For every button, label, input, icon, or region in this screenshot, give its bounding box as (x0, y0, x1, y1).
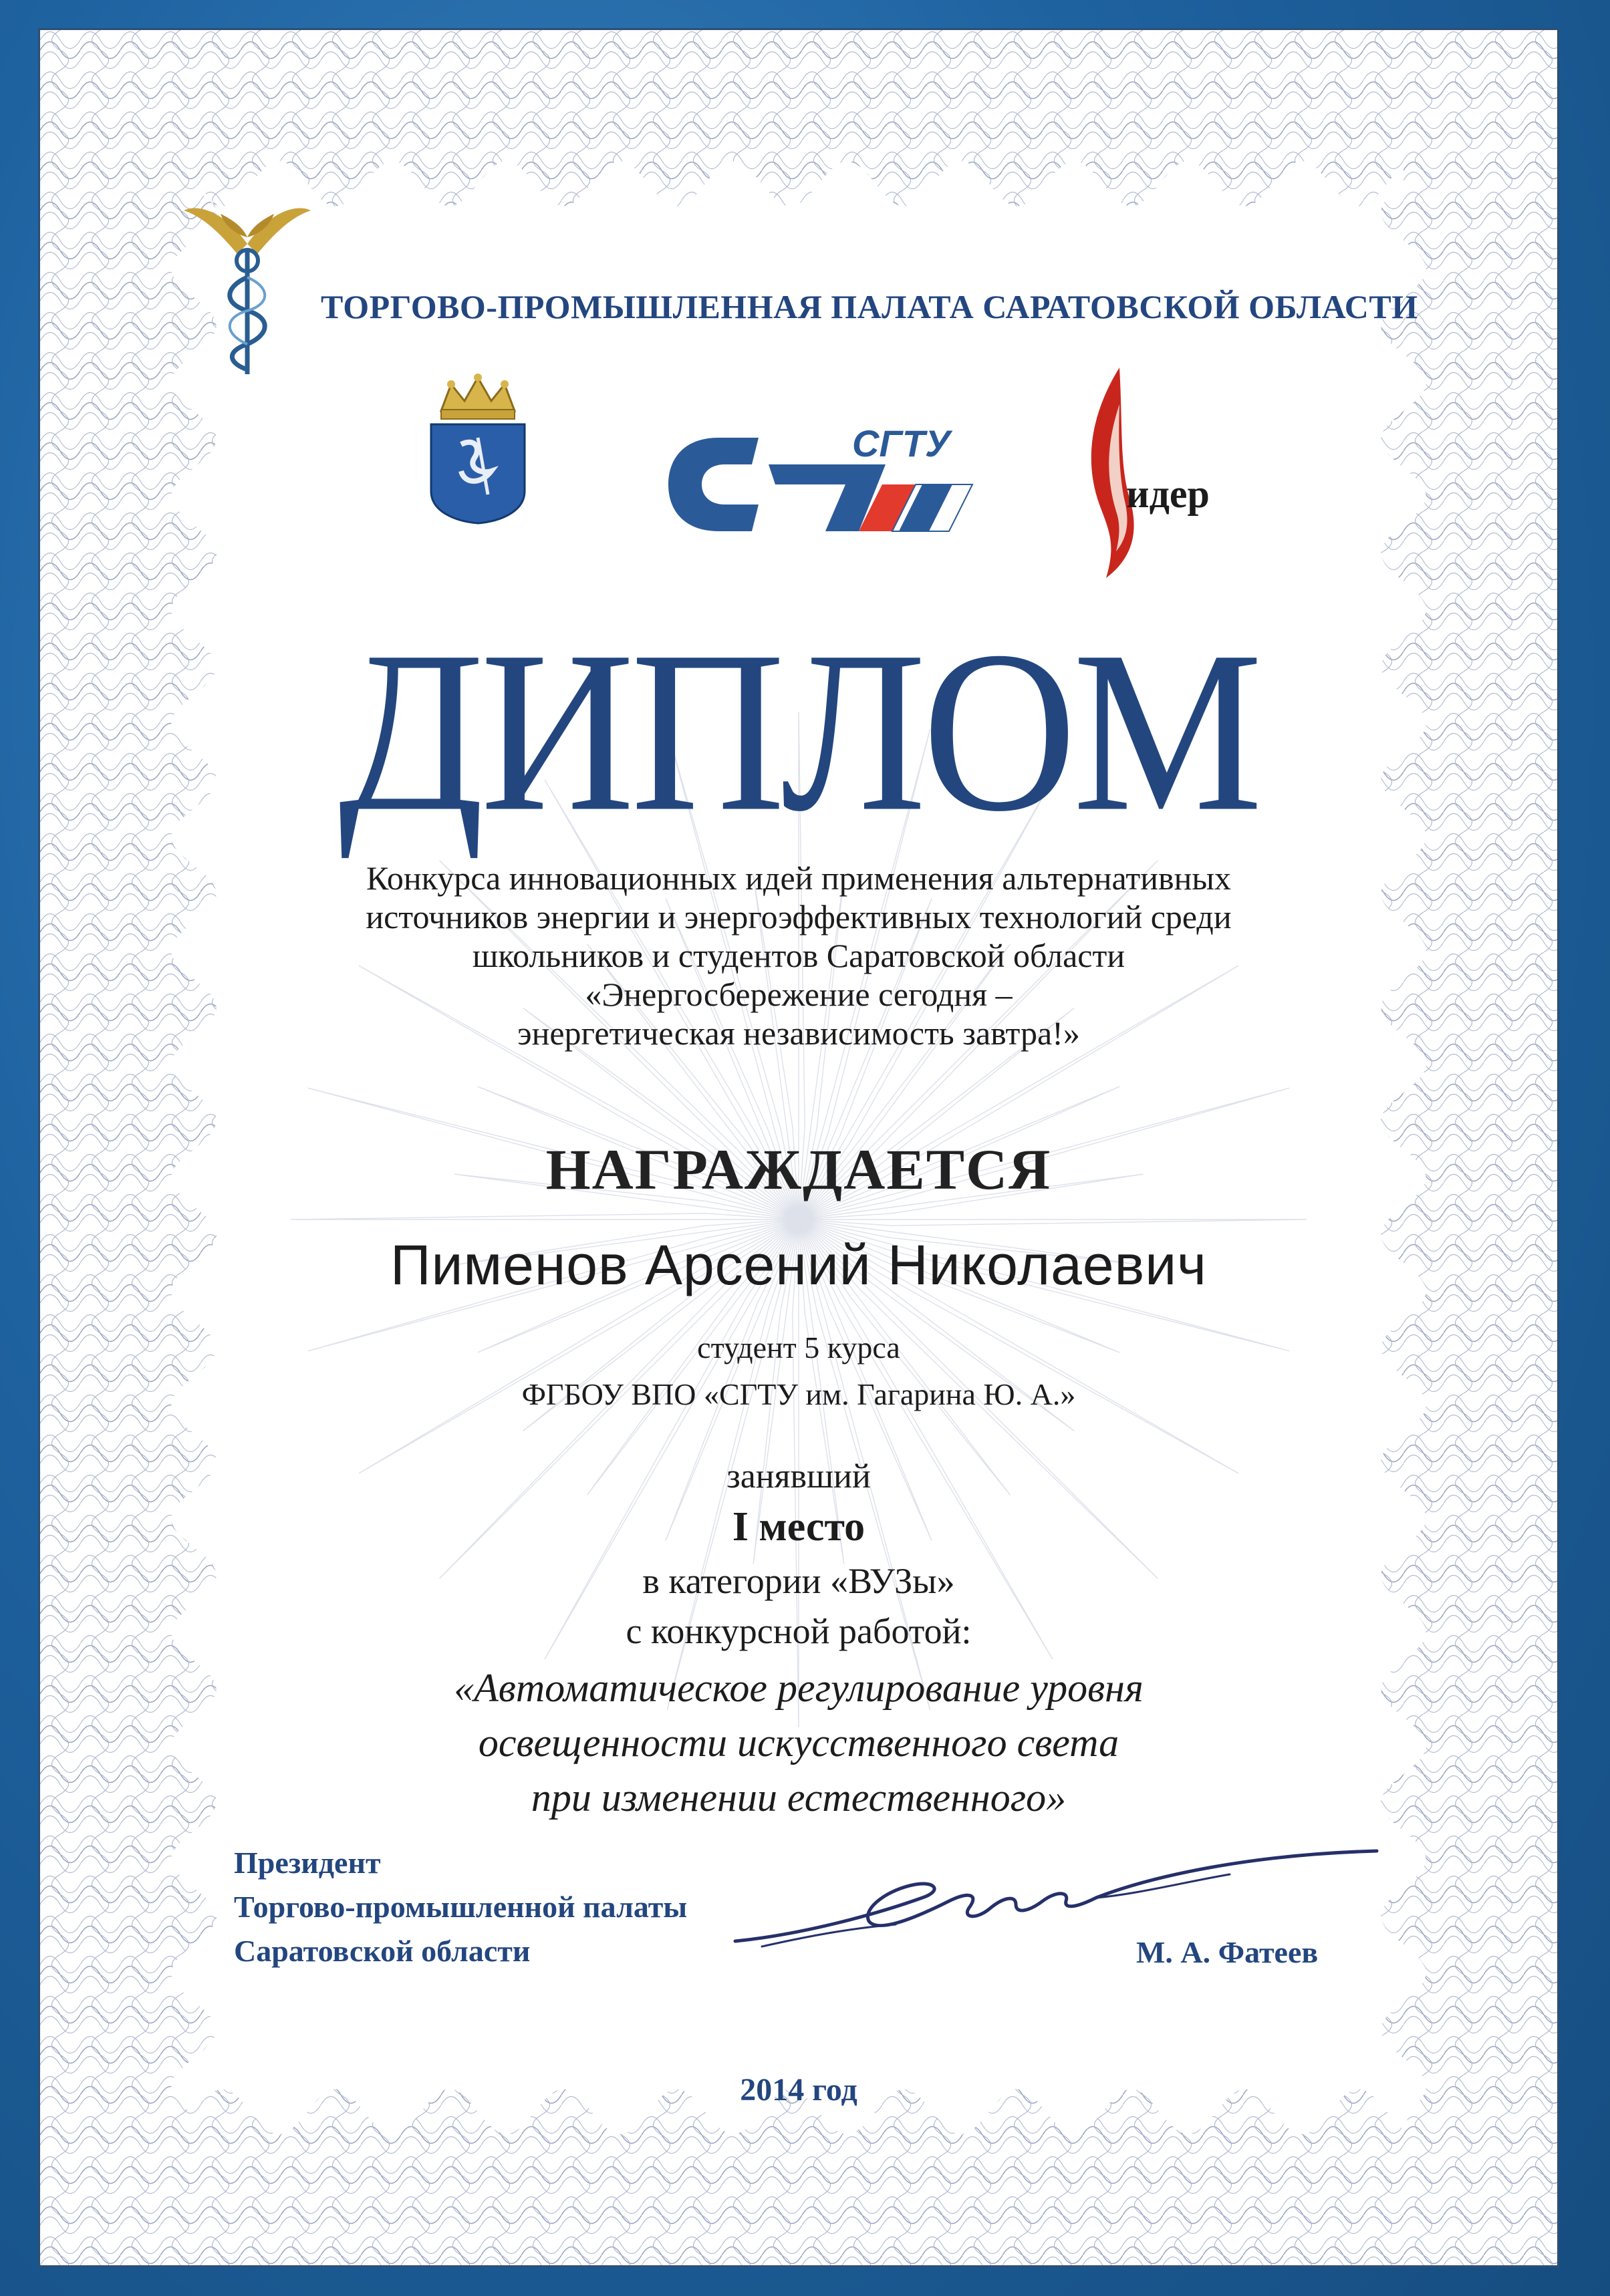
signatory-title-line: Торгово-промышленной палаты (234, 1890, 688, 1924)
place-label: I место (732, 1504, 865, 1550)
work-title-line: «Автоматическое регулирование уровня (454, 1666, 1144, 1710)
contest-line: энергетическая независимость завтра!» (517, 1014, 1080, 1052)
recipient-name: Пименов Арсений Николаевич (390, 1234, 1207, 1296)
category-label: в категории «ВУЗы» (642, 1561, 955, 1601)
contest-line: «Энергосбережение сегодня – (585, 976, 1013, 1013)
signatory-title-line: Саратовской области (234, 1934, 531, 1968)
contest-line: школьников и студентов Саратовской области (472, 937, 1125, 974)
contest-line: источников энергии и энергоэффективных технологий среди (366, 898, 1232, 936)
awarded-label: НАГРАЖДАЕТСЯ (545, 1137, 1052, 1201)
occupied-label: занявший (726, 1457, 871, 1495)
work-title-line: при изменении естественного» (531, 1775, 1067, 1820)
leader-logo-text: идер (1126, 472, 1210, 516)
issue-year: 2014 год (740, 2072, 857, 2108)
sstu-logo-icon (658, 418, 979, 551)
saratov-coat-of-arms-icon (428, 371, 528, 525)
contest-line: Конкурса инновационных идей применения альтернативных (366, 859, 1231, 897)
chamber-title: ТОРГОВО-ПРОМЫШЛЕННАЯ ПАЛАТА САРАТОВСКОЙ ОБЛАСТИ (321, 288, 1418, 325)
signatory-title (234, 1841, 687, 1973)
chamber-emblem-icon (184, 197, 311, 378)
contest-description (40, 859, 1557, 1052)
sstu-logo-text: СГТУ (852, 422, 950, 464)
work-intro: с конкурсной работой: (626, 1611, 972, 1651)
work-title-line: освещенности искусственного света (478, 1721, 1119, 1765)
recipient-position: студент 5 курса (697, 1330, 900, 1365)
recipient-university: ФГБОУ ВПО «СГТУ им. Гагарина Ю. А.» (521, 1377, 1076, 1411)
signer-name: М. А. Фатеев (1136, 1935, 1319, 1969)
diploma-sheet (40, 30, 1557, 2265)
signatory-title-line: Президент (234, 1846, 381, 1880)
diploma-title: ДИПЛОМ (338, 603, 1259, 860)
work-title (40, 1661, 1557, 1825)
